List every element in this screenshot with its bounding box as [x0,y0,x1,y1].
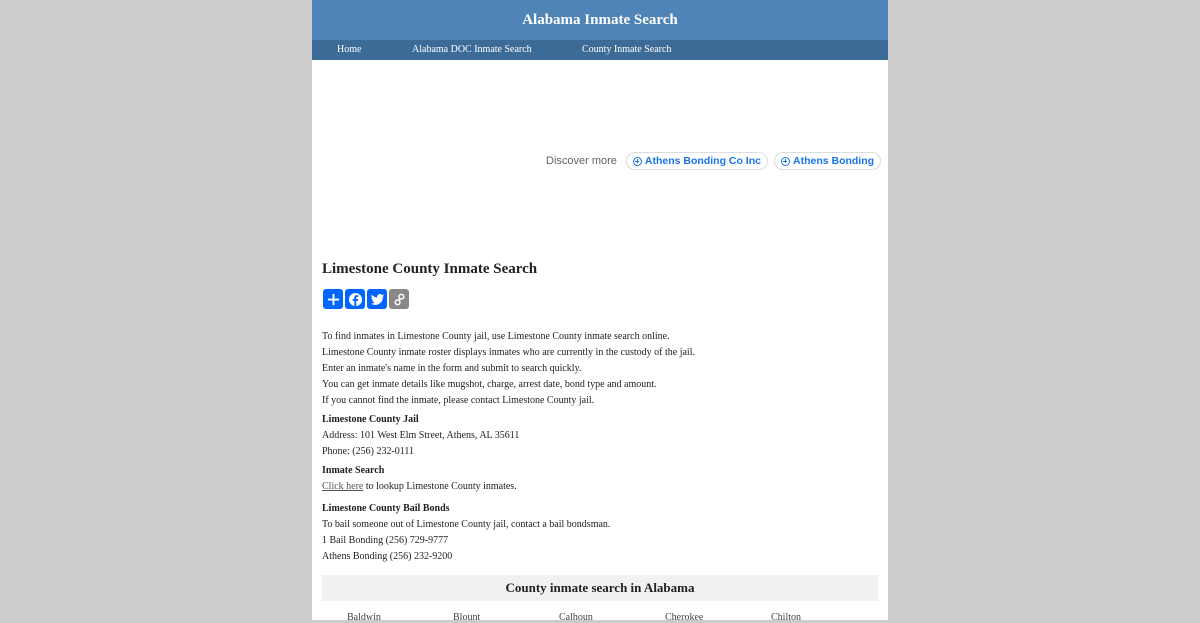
bondsman-item: 1 Bail Bonding (256) 729-9777 [322,535,449,546]
chip-label: Athens Bonding Co Inc [644,155,761,167]
county-link-blount[interactable]: Blount [453,612,481,623]
page-title: Limestone County Inmate Search [322,261,538,277]
bail-heading: Limestone County Bail Bonds [322,503,450,514]
page-container [312,0,888,623]
jail-address: Address: 101 West Elm Street, Athens, AL 35611 [322,430,520,441]
click-here-link[interactable]: Click here [322,481,364,492]
chip-athens-bonding-co-inc[interactable] [626,152,768,170]
county-link-cherokee[interactable]: Cherokee [665,612,704,623]
site-header [312,0,888,40]
nav-home[interactable]: Home [337,44,362,55]
inmate-search-text: to lookup Limestone County inmates. [363,481,517,492]
nav-county-inmate-search[interactable]: County Inmate Search [582,44,672,55]
plus-circle-icon [781,157,790,166]
bail-text: To bail someone out of Limestone County jail, contact a bail bondsman. [322,519,611,530]
article-body [322,329,695,565]
discover-more [546,152,887,170]
inmate-search-line [322,479,695,495]
ad-area [312,60,888,256]
county-link-chilton[interactable]: Chilton [771,612,802,623]
link-icon [392,292,407,307]
county-link-baldwin[interactable]: Baldwin [347,612,381,623]
county-section-title: County inmate search in Alabama [322,575,878,601]
discover-more-label: Discover more [546,155,617,167]
share-buttons [323,289,409,309]
plus-icon [326,292,341,307]
twitter-share-button[interactable] [367,289,387,309]
inmate-search-heading: Inmate Search [322,465,385,476]
facebook-share-button[interactable] [345,289,365,309]
chip-athens-bonding[interactable] [774,152,881,170]
bondsman-item: Athens Bonding (256) 232-9200 [322,551,453,562]
plus-circle-icon [633,157,642,166]
intro-line: To find inmates in Limestone County jail, use Limestone County inmate search online. [322,331,670,342]
facebook-icon [348,292,363,307]
chip-label: Athens Bonding [792,155,875,167]
jail-heading: Limestone County Jail [322,414,419,425]
copy-link-button[interactable] [389,289,409,309]
twitter-icon [370,292,385,307]
intro-line: You can get inmate details like mugshot, charge, arrest date, bond type and amount. [322,379,657,390]
county-link-calhoun[interactable]: Calhoun [559,612,593,623]
intro-line: Enter an inmate's name in the form and submit to search quickly. [322,363,582,374]
addtoany-share-button[interactable] [323,289,343,309]
main-nav [312,40,888,60]
nav-alabama-doc-inmate-search[interactable]: Alabama DOC Inmate Search [412,44,532,55]
intro-line: If you cannot find the inmate, please contact Limestone County jail. [322,395,595,406]
jail-phone: Phone: (256) 232-0111 [322,446,415,457]
intro-line: Limestone County inmate roster displays inmates who are currently in the custody of the jail. [322,347,695,358]
site-title: Alabama Inmate Search [522,11,678,28]
